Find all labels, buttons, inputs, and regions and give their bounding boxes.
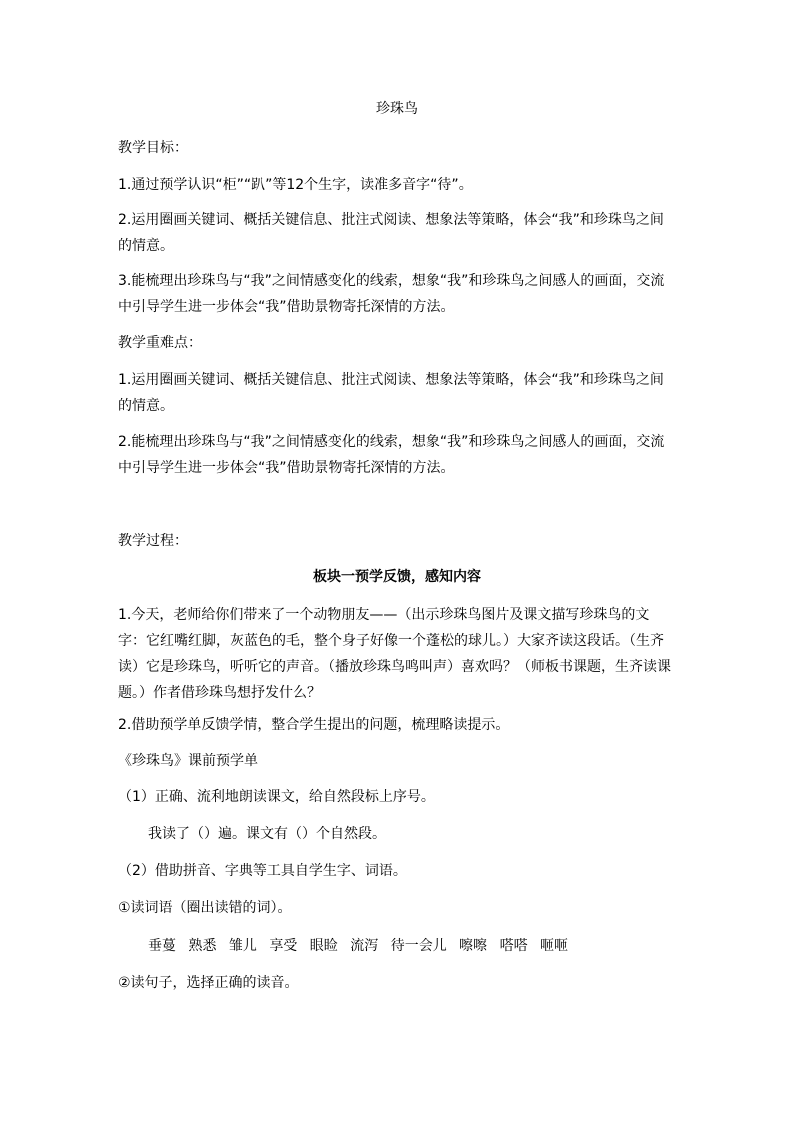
section-title: 板块一预学反馈，感知内容	[313, 569, 481, 585]
worksheet-task-2-a: ①读词语（圈出读错的词）。	[118, 900, 292, 916]
process-paragraph-2: 2.借助预学单反馈学情，整合学生提出的问题，梳理略读提示。	[118, 717, 510, 733]
document-title: 珍珠鸟	[376, 101, 418, 117]
objective-item-2: 2.运用圈画关键词、概括关键信息、批注式阅读、想象法等策略，体会“我”和珍珠鸟之间的情意。	[118, 212, 664, 254]
worksheet-task-2: （2）借助拼音、字典等工具自学生字、词语。	[118, 863, 407, 879]
worksheet-task-1: （1）正确、流利地朗读课文，给自然段标上序号。	[118, 789, 435, 805]
worksheet-word-list: 垂蔓 熟悉 雏儿 享受 眼睑 流泻 待一会儿 嚓嚓 嗒嗒 咂咂	[148, 938, 569, 954]
process-paragraph-1: 1.今天，老师给你们带来了一个动物朋友——（出示珍珠鸟图片及课文描写珍珠鸟的文字：它红嘴红脚，灰蓝色的毛，整个身子好像一个蓬松的球儿。）大家齐读这段话。（生齐读）它是珍珠鸟，听听它的声音。（播放珍珠鸟鸣叫声）喜欢吗？（师板书课题，生齐读课题。）作者借珍珠鸟想抒发什么？	[118, 607, 671, 701]
keypoints-heading: 教学重难点：	[118, 335, 202, 351]
worksheet-title: 《珍珠鸟》课前预学单	[118, 753, 258, 769]
objectives-heading: 教学目标：	[118, 140, 188, 156]
process-heading: 教学过程：	[118, 533, 188, 549]
worksheet-task-1-line: 我读了（）遍。课文有（）个自然段。	[148, 826, 386, 842]
keypoint-item-2: 2.能梳理出珍珠鸟与“我”之间情感变化的线索，想象“我”和珍珠鸟之间感人的画面，交流中引导学生进一步体会“我”借助景物寄托深情的方法。	[118, 434, 665, 476]
worksheet-task-2-b: ②读句子，选择正确的读音。	[118, 975, 299, 991]
objective-item-3: 3.能梳理出珍珠鸟与“我”之间情感变化的线索，想象“我”和珍珠鸟之间感人的画面，交流中引导学生进一步体会“我”借助景物寄托深情的方法。	[118, 273, 665, 315]
keypoint-item-1: 1.运用圈画关键词、概括关键信息、批注式阅读、想象法等策略，体会“我”和珍珠鸟之间的情意。	[118, 372, 664, 414]
objective-item-1: 1.通过预学认识“柜”“趴”等12个生字，读准多音字“待”。	[118, 177, 473, 193]
